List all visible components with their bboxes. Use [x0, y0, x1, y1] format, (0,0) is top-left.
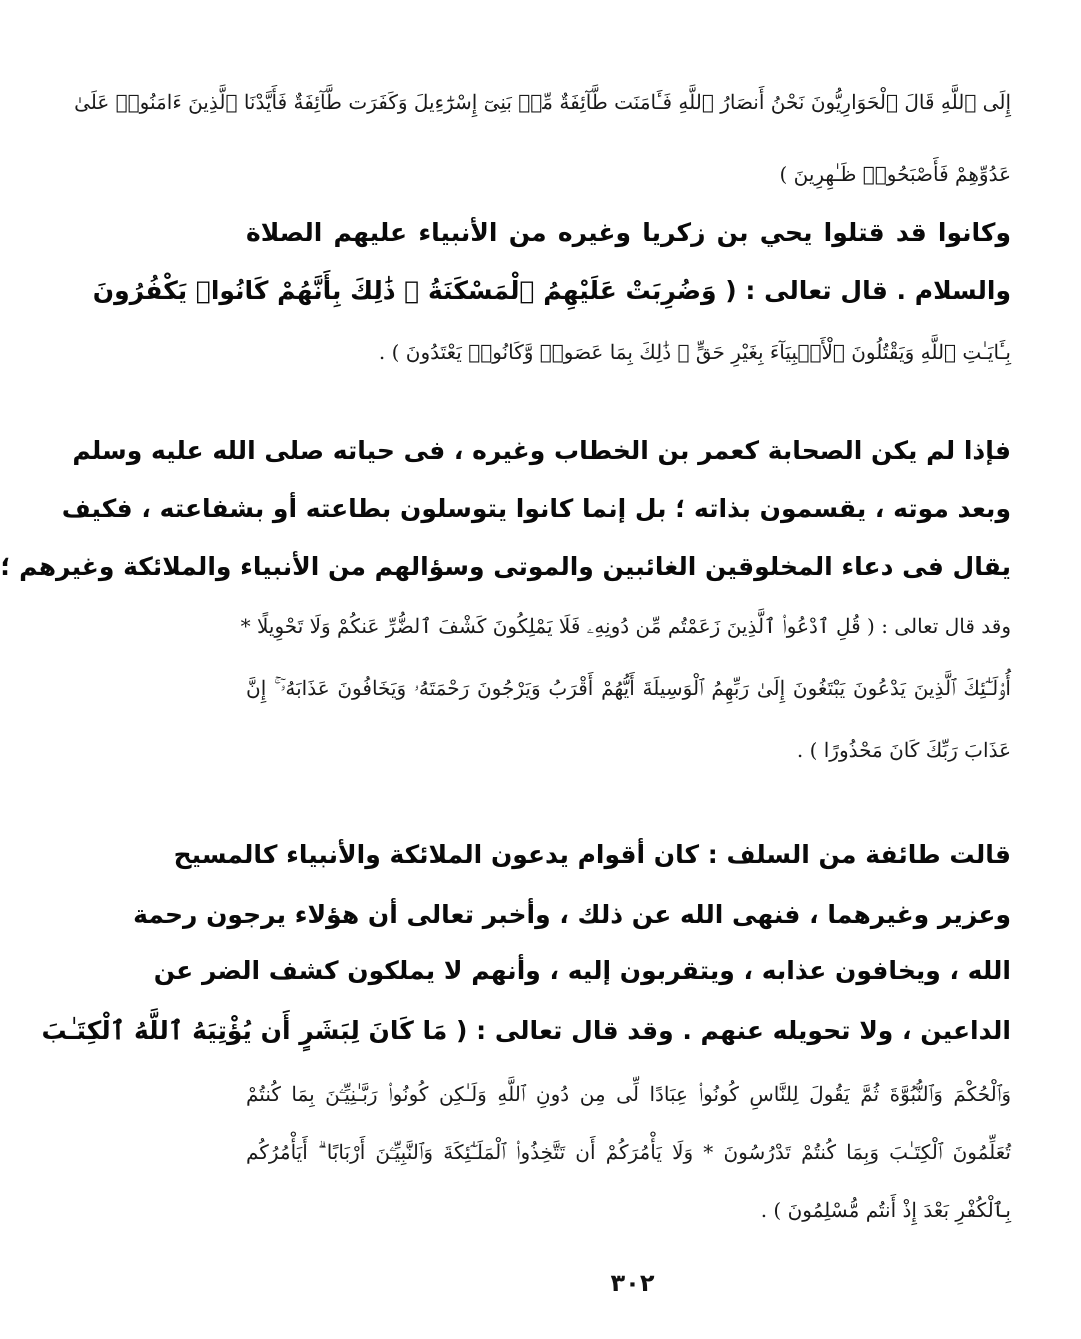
page-number: ٣٠٢	[610, 1269, 655, 1297]
text-line-9: وقد قال تعالى : ( قُلِ ٱدْعُوا۟ ٱلَّذِينَ زَعَمْتُم مِّن دُونِهِۦ فَلَا يَمْلِكُونَ كَشْفَ ٱلضُّرِّ عَنكُمْ وَلَا تَحْوِيلًا *	[240, 614, 1011, 638]
text-line-12: قالت طائفة من السلف : كان أقوام يدعون الملائكة والأنبياء كالمسيح	[173, 840, 1011, 869]
text-line-11: عَذَابَ رَبِّكَ كَانَ مَحْذُورًا ) .	[796, 738, 1011, 762]
text-line-3: وكانوا قد قتلوا يحي بن زكريا وغيره من الأنبياء عليهم الصلاة	[246, 218, 1011, 247]
text-line-6: فإذا لم يكن الصحابة كعمر بن الخطاب وغيره ، فى حياته صلى الله عليه وسلم	[72, 436, 1011, 465]
text-line-8: يقال فى دعاء المخلوقين الغائبين والموتى وسؤالهم من الأنبياء والملائكة وغيرهم ؛	[0, 552, 1011, 581]
text-line-18: بِٱلْكُفْرِ بَعْدَ إِذْ أَنتُم مُّسْلِمُونَ ) .	[760, 1198, 1011, 1222]
text-line-14: الله ، ويخافون عذابه ، ويتقربون إليه ، وأنهم لا يملكون كشف الضر عن	[153, 956, 1011, 985]
text-line-10: أُو۟لَـٰٓئِكَ ٱلَّذِينَ يَدْعُونَ يَبْتَغُونَ إِلَىٰ رَبِّهِمُ ٱلْوَسِيلَةَ أَيُّهُمْ أَقْرَبُ وَيَرْجُونَ رَحْمَتَهُۥ وَيَخَافُونَ عَذَابَهُۥٓ ۚ إِنَّ	[246, 676, 1011, 700]
text-line-7: وبعد موته ، يقسمون بذاته ؛ بل إنما كانوا يتوسلون بطاعته أو بشفاعته ، فكيف	[61, 494, 1011, 523]
text-line-4: والسلام . قال تعالى : ( وَضُرِبَتْ عَلَيْهِمُ ٱلْمَسْكَنَةُ ۚ ذَٰلِكَ بِأَنَّهُمْ كَانُوا۟ يَكْفُرُونَ	[92, 276, 1011, 305]
text-line-2: عَدُوِّهِمْ فَأَصْبَحُوا۟ ظَـٰهِرِينَ )	[779, 162, 1011, 186]
text-line-5: بِـَٔايَـٰتِ ٱللَّهِ وَيَقْتُلُونَ ٱلْأَنۢبِيَآءَ بِغَيْرِ حَقٍّ ۚ ذَٰلِكَ بِمَا عَصَوا۟ وَّكَانُوا۟ يَعْتَدُونَ ) .	[378, 340, 1011, 364]
text-line-17: تُعَلِّمُونَ ٱلْكِتَـٰبَ وَبِمَا كُنتُمْ تَدْرُسُونَ * وَلَا يَأْمُرَكُمْ أَن تَتَّخِذُوا۟ ٱلْمَلَـٰٓئِكَةَ وَٱلنَّبِيِّـۧنَ أَرْبَابًا ۗ أَيَأْمُرُكُم	[246, 1140, 1011, 1164]
text-line-15: الداعين ، ولا تحويله عنهم . وقد قال تعالى : ( مَا كَانَ لِبَشَرٍ أَن يُؤْتِيَهُ ٱللَّهُ ٱلْكِتَـٰبَ	[41, 1016, 1011, 1045]
text-line-16: وَٱلْحُكْمَ وَٱلنُّبُوَّةَ ثُمَّ يَقُولَ لِلنَّاسِ كُونُوا۟ عِبَادًا لِّى مِن دُونِ ٱللَّهِ وَلَـٰكِن كُونُوا۟ رَبَّـٰنِيِّـۧنَ بِمَا كُنتُمْ	[246, 1082, 1011, 1106]
text-line-13: وعزير وغيرهما ، فنهى الله عن ذلك ، وأخبر تعالى أن هؤلاء يرجون رحمة	[133, 900, 1011, 929]
text-line-1: إِلَى ٱللَّهِ قَالَ ٱلْحَوَارِيُّونَ نَحْنُ أَنصَارُ ٱللَّهِ فَـَٔامَنَت طَّآئِفَةٌ مِّنۢ بَنِىٓ إِسْرَٰٓءِيلَ وَكَفَرَت طَّآئِفَةٌ فَأَيَّدْنَا ٱلَّذِينَ ءَامَنُوا۟ عَلَىٰ	[74, 90, 1011, 114]
book-page	[0, 70, 1011, 1309]
